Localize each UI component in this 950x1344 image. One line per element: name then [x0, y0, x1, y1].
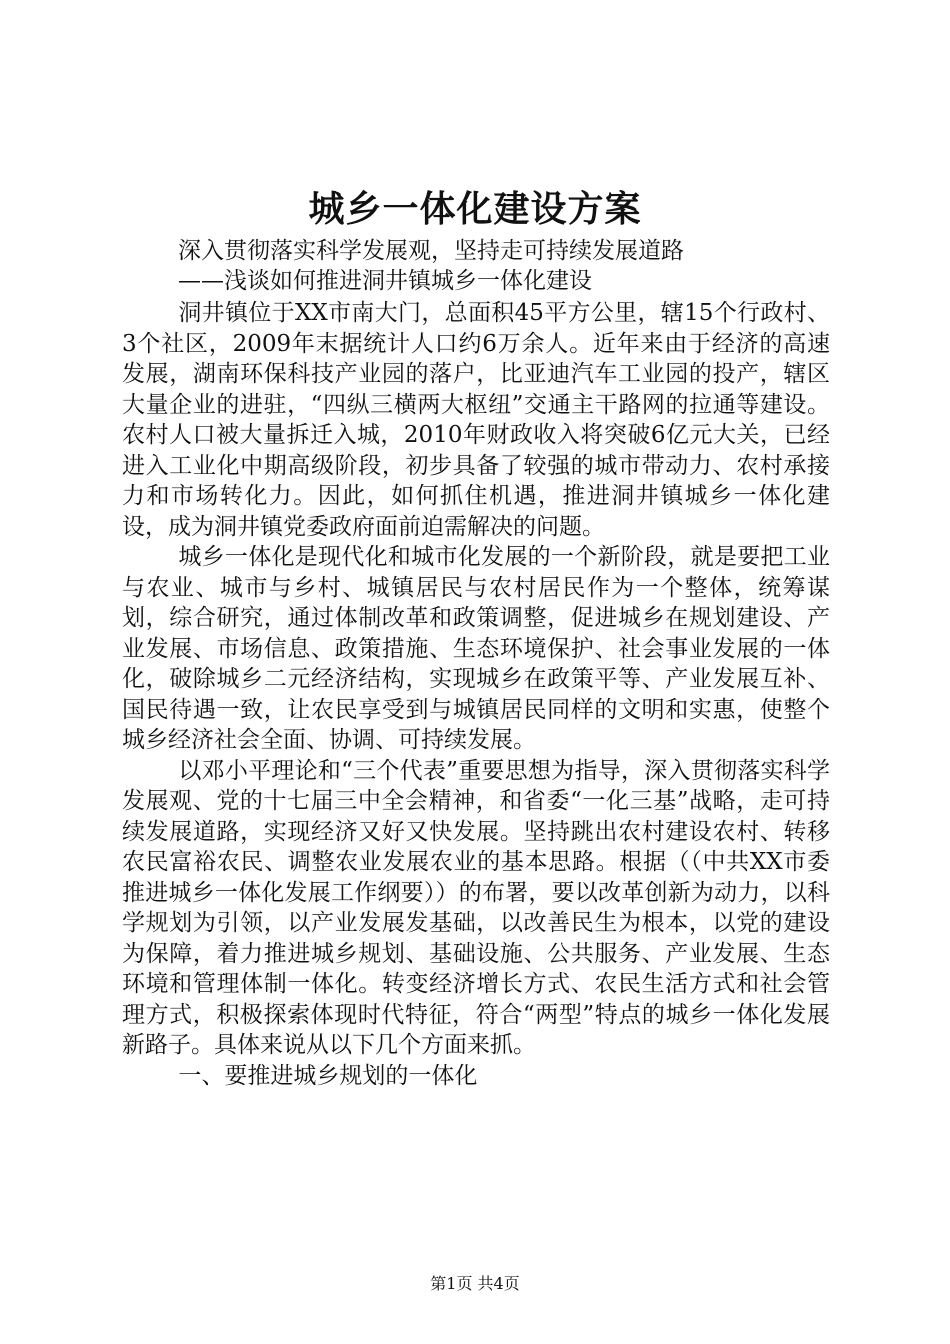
subtitle-line-2: ——浅谈如何推进洞井镇城乡一体化建设	[178, 268, 592, 294]
section-heading: 一、要推进城乡规划的一体化	[178, 1062, 478, 1089]
page-number-footer: 第1页 共4页	[430, 1274, 520, 1293]
subtitle-line-1: 深入贯彻落实科学发展观，坚持走可持续发展道路	[178, 238, 684, 264]
paragraph-town-overview: 洞井镇位于XX市南大门，总面积45平方公里，辖15个行政村、3个社区，2009年末据统计人口约6万余人。近年来由于经济的高速发展，湖南环保科技产业园的落户，比亚迪汽车工业园的投产，辖区大量企业的进驻，“四纵三横两大枢纽”交通主干路网的拉通等建设。农村人口被大量拆迁入城，2010年财政收入将突破6亿元大关，已经进入工业化中期高级阶段，初步具备了较强的城市带动力、农村承接力和市场转化力。因此，如何抓住机遇，推进洞井镇城乡一体化建设，成为洞井镇党委政府面前迫需解决的问题。	[122, 300, 830, 540]
paragraph-guiding-principles: 以邓小平理论和“三个代表”重要思想为指导，深入贯彻落实科学发展观、党的十七届三中全会精神，和省委“一化三基”战略，走可持续发展道路，实现经济又好又快发展。坚持跳出农村建设农村、转移农民富裕农民、调整农业发展农业的基本思路。根据（（中共XX市委推进城乡一体化发展工作纲要））的布署，要以改革创新为动力，以科学规划为引领，以产业发展发基础，以改善民生为根本，以党的建设为保障，着力推进城乡规划、基础设施、公共服务、产业发展、生态环境和管理体制一体化。转变经济增长方式、农民生活方式和社会管理方式，积极探索体现时代特征，符合“两型”特点的城乡一体化发展新路子。具体来说从以下几个方面来抓。	[122, 757, 830, 1058]
body-content	[122, 298, 830, 1091]
paragraph-integration-definition: 城乡一体化是现代化和城市化发展的一个新阶段，就是要把工业与农业、城市与乡村、城镇居民与农村居民作为一个整体，统筹谋划，综合研究，通过体制改革和政策调整，促进城乡在规划建设、产业发展、市场信息、政策措施、生态环境保护、社会事业发展的一体化，破除城乡二元经济结构，实现城乡在政策平等、产业发展互补、国民待遇一致，让农民享受到与城镇居民同样的文明和实惠，使整个城乡经济社会全面、协调、可持续发展。	[122, 544, 830, 753]
page-title: 城乡一体化建设方案	[308, 188, 642, 230]
